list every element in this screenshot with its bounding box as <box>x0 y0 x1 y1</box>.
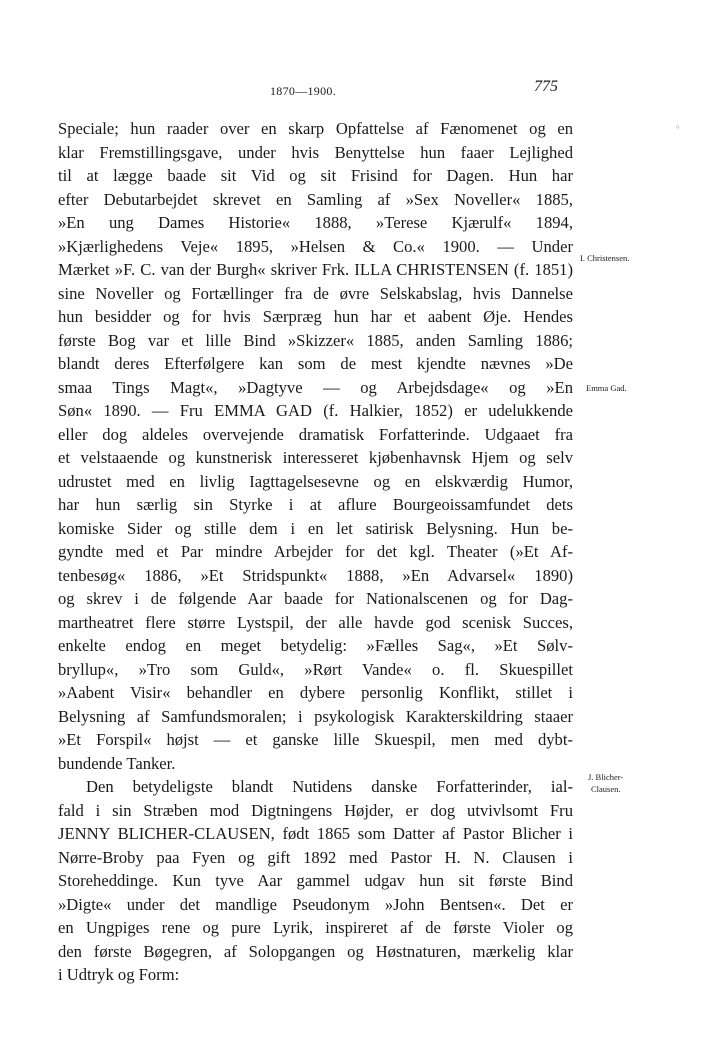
text-line: bryllup«, »Tro som Guld«, »Rørt Vande« o. fl. Skuespillet <box>58 659 573 679</box>
text-line: efter Debutarbejdet skrevet en Samling af »Sex Noveller« 1885, <box>58 189 573 209</box>
text-line: »En ung Dames Historie« 1888, »Terese Kjærulf« 1894, <box>58 213 573 232</box>
text-line: smaa Tings Magt«, »Dagtyve — og Arbejdsdage« og »En <box>58 377 573 397</box>
text-line: »Kjærlighedens Veje« 1895, »Helsen & Co.« 1900. — Under <box>58 236 573 256</box>
text-line: eller dog aldeles overvejende dramatisk Forfatterinde. Udgaaet fra <box>58 424 573 444</box>
paragraph-start-line: Den betydeligste blandt Nutidens danske Forfatterinder, ial- <box>86 777 573 796</box>
text-line: tenbesøg« 1886, »Et Stridspunkt« 1888, »En Advarsel« 1890) <box>58 565 573 585</box>
text-line: komiske Sider og stille dem i en let satirisk Belysning. Hun be- <box>58 518 573 538</box>
text-line: »Et Forspil« højst — et ganske lille Skuespil, men med dybt- <box>58 730 573 749</box>
text-line: »Aabent Visir« behandler en dybere personlig Konflikt, stillet i <box>58 683 573 702</box>
text-line: »Digte« under det mandlige Pseudonym »John Bentsen«. Det er <box>58 894 573 914</box>
text-line: fald i sin Stræben mod Digtningens Højder, er dog utvivlsomt Fru <box>58 800 573 820</box>
text-line: enkelte endog en meget betydelig: »Fælles Sag«, »Et Sølv- <box>58 636 573 655</box>
text-line: den første Bøgegren, af Solopgangen og Høstnaturen, mærkelig klar <box>58 941 573 961</box>
text-line: martheatret flere større Lystspil, der alle havde god scenisk Succes, <box>58 612 573 632</box>
text-line: Nørre-Broby paa Fyen og gift 1892 med Pastor H. N. Clausen i <box>58 847 573 867</box>
running-head: 1870—1900. <box>270 84 336 98</box>
stray-mark: ° <box>676 124 680 134</box>
margin-note-clausen-2: Clausen. <box>591 784 621 794</box>
text-line: har hun særlig sin Styrke i at aflure Bourgeoissamfundet dets <box>58 495 573 514</box>
text-line: Storeheddinge. Kun tyve Aar gammel udgav hun sit første Bind <box>58 871 573 890</box>
text-line: første Bog var et lille Bind »Skizzer« 1885, anden Samling 1886; <box>58 330 573 350</box>
margin-note-clausen-1: J. Blicher- <box>588 772 624 782</box>
text-line: Mærket »F. C. van der Burgh« skriver Frk. ILLA CHRISTENSEN (f. 1851) <box>58 260 573 279</box>
text-line: gyndte med et Par mindre Arbejder for det kgl. Theater (»Et Af- <box>58 542 573 561</box>
text-line: og skrev i de følgende Aar baade for Nationalscenen og for Dag- <box>58 589 573 608</box>
text-line: sine Noveller og Fortællinger fra de øvre Selskabslag, hvis Dannelse <box>58 283 573 303</box>
text-line: Søn« 1890. — Fru EMMA GAD (f. Halkier, 1852) er udelukkende <box>58 401 573 420</box>
paragraph-end-line: i Udtryk og Form: <box>58 965 180 984</box>
body-text <box>58 117 573 987</box>
text-line: til at lægge baade sit Vid og sit Frisind for Dagen. Hun har <box>58 166 573 185</box>
text-line: Belysning af Samfundsmoralen; i psykologisk Karakterskildring staaer <box>58 706 573 726</box>
margin-note-christensen: I. Christensen. <box>580 253 630 263</box>
paragraph-end-line: bundende Tanker. <box>58 753 176 773</box>
page-number: 775 <box>534 78 558 95</box>
text-line: klar Fremstillingsgave, under hvis Benyttelse hun faaer Lejlighed <box>58 142 573 162</box>
text-line: blandt deres Efterfølgere kan som de mest kjendte nævnes »De <box>58 354 573 373</box>
text-line: et velstaaende og kunstnerisk interesseret kjøbenhavnsk Hjem og selv <box>58 448 573 467</box>
margin-note-gad: Emma Gad. <box>586 383 627 393</box>
text-line: JENNY BLICHER-CLAUSEN, født 1865 som Datter af Pastor Blicher i <box>58 824 573 843</box>
text-line: udrustet med en livlig Iagttagelsesevne og en elskværdig Humor, <box>58 471 573 491</box>
text-line: Speciale; hun raader over en skarp Opfattelse af Fænomenet og en <box>58 119 573 138</box>
text-line: hun besidder og for hvis Særpræg hun har et aabent Øje. Hendes <box>58 307 573 326</box>
text-line: en Ungpiges rene og pure Lyrik, inspireret af de første Violer og <box>58 918 573 937</box>
